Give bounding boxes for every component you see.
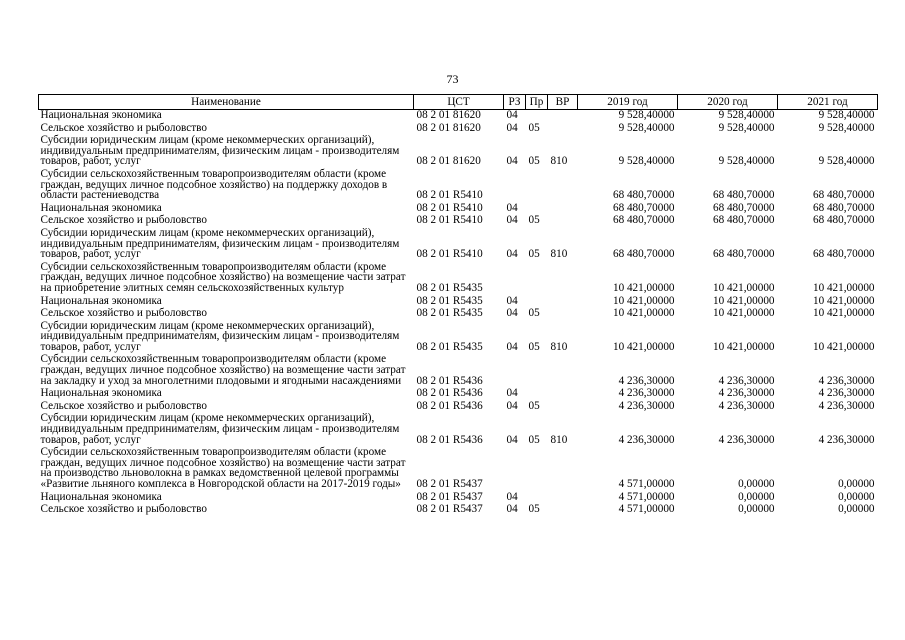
row-vr: [548, 123, 578, 136]
row-pr: [526, 354, 548, 388]
row-vr: [548, 296, 578, 309]
row-pr: 05: [528, 248, 540, 261]
row-cst: 08 2 01 R5436: [416, 399, 483, 412]
row-value-2020: 68 480,70000: [712, 248, 775, 261]
row-value-2019: 68 480,70000: [612, 201, 675, 214]
row-value-2020: 0,00000: [738, 478, 775, 490]
row-value-2021: 68 480,70000: [812, 201, 875, 214]
row-vr: [548, 504, 578, 517]
row-cst: 08 2 01 R5435: [416, 340, 483, 353]
row-value-2020: 0,00000: [738, 490, 775, 503]
budget-table: [38, 94, 878, 517]
row-rz: 04: [506, 307, 518, 320]
row-cst: 08 2 01 R5410: [416, 248, 483, 261]
row-value-2020: 10 421,00000: [712, 294, 775, 307]
row-value-2021: 9 528,40000: [818, 121, 875, 134]
row-name: Субсидии сельскохозяйственным товаропроизводителям области (кроме граждан, ведущих личное подсобное хозяйство) на возмещение части затрат на приобретение элитных семян сельскохозяйственных культур: [40, 260, 406, 294]
row-value-2021: 68 480,70000: [812, 214, 875, 227]
row-name: Национальная экономика: [40, 109, 162, 121]
row-rz: 04: [506, 503, 518, 516]
row-cst: 08 2 01 81620: [416, 155, 481, 168]
row-pr: 05: [528, 214, 540, 227]
row-name: Субсидии сельскохозяйственным товаропроизводителям области (кроме граждан, ведущих личное подсобное хозяйство) на поддержку доходов в области растениеводства: [40, 167, 388, 202]
row-rz: 04: [506, 248, 518, 261]
row-vr: 810: [550, 248, 568, 261]
row-cst: 08 2 01 R5436: [416, 433, 483, 446]
row-value-2019: 9 528,40000: [618, 155, 675, 168]
row-value-2020: 10 421,00000: [712, 281, 775, 294]
row-cst: 08 2 01 81620: [416, 109, 481, 121]
row-rz: [504, 169, 526, 203]
row-cst: 08 2 01 R5437: [416, 478, 483, 490]
header-2019: 2019 год: [578, 95, 678, 110]
row-pr: [526, 110, 548, 123]
row-cst: 08 2 01 R5435: [416, 281, 483, 294]
row-vr: [548, 447, 578, 491]
table-row: [39, 262, 878, 296]
header-cst: ЦСТ: [414, 95, 504, 110]
row-cst: 08 2 01 R5437: [416, 490, 483, 503]
row-pr: [526, 388, 548, 401]
row-pr: 05: [528, 340, 540, 353]
row-vr: 810: [550, 340, 568, 353]
row-pr: [526, 447, 548, 491]
row-rz: [504, 262, 526, 296]
table-row: [39, 135, 878, 169]
row-name: Субсидии юридическим лицам (кроме некоммерческих организаций), индивидуальным предпринимателям, физическим лицам - производителям товаров, работ, услуг: [40, 412, 400, 446]
row-value-2019: 10 421,00000: [612, 307, 675, 320]
table-header-row: [39, 95, 878, 110]
row-cst: 08 2 01 R5436: [416, 374, 483, 387]
row-pr: 05: [528, 503, 540, 516]
row-value-2020: 9 528,40000: [718, 121, 775, 134]
row-cst: 08 2 01 R5437: [416, 503, 483, 516]
row-value-2020: 9 528,40000: [718, 109, 775, 121]
row-vr: [548, 401, 578, 414]
row-value-2021: 9 528,40000: [818, 109, 875, 121]
row-name: Сельское хозяйство и рыболовство: [40, 503, 207, 516]
table-row: [39, 504, 878, 517]
row-rz: 04: [506, 109, 518, 121]
row-value-2019: 4 571,00000: [618, 478, 675, 490]
row-value-2021: 0,00000: [838, 503, 875, 516]
row-value-2019: 4 571,00000: [618, 503, 675, 516]
row-value-2021: 68 480,70000: [812, 189, 875, 202]
row-name: Субсидии сельскохозяйственным товаропроизводителям области (кроме граждан, ведущих личное подсобное хозяйство) на возмещение части затрат на закладку и уход за многолетними плодовыми и ягодными насаждениями: [40, 353, 406, 387]
table-row: [39, 110, 878, 123]
table-row: [39, 321, 878, 355]
row-pr: 05: [528, 433, 540, 446]
row-name: Субсидии сельскохозяйственным товаропроизводителям области (кроме граждан, ведущих личное подсобное хозяйство) на возмещение части затрат на производство льноволокна в рамках ведомственной целевой программы «Развитие льняного комплекса в Новгородской области на 2017-2019 годы»: [40, 446, 406, 490]
row-value-2021: 10 421,00000: [812, 281, 875, 294]
row-value-2021: 0,00000: [838, 490, 875, 503]
row-vr: [548, 262, 578, 296]
row-cst: 08 2 01 R5435: [416, 294, 483, 307]
row-pr: 05: [528, 399, 540, 412]
row-value-2019: 4 236,30000: [618, 374, 675, 387]
row-name: Национальная экономика: [40, 387, 162, 400]
row-vr: [548, 492, 578, 505]
row-cst: 08 2 01 R5410: [416, 214, 483, 227]
row-vr: [548, 110, 578, 123]
row-rz: 04: [506, 340, 518, 353]
row-rz: [504, 354, 526, 388]
row-value-2019: 10 421,00000: [612, 340, 675, 353]
row-name: Сельское хозяйство и рыболовство: [40, 121, 207, 134]
row-value-2020: 4 236,30000: [718, 374, 775, 387]
header-vr: ВР: [548, 95, 578, 110]
row-value-2019: 10 421,00000: [612, 281, 675, 294]
row-value-2019: 9 528,40000: [618, 121, 675, 134]
row-value-2019: 68 480,70000: [612, 214, 675, 227]
row-value-2021: 9 528,40000: [818, 155, 875, 168]
row-rz: 04: [506, 201, 518, 214]
row-value-2020: 68 480,70000: [712, 214, 775, 227]
page-number: 73: [446, 72, 459, 86]
row-rz: 04: [506, 214, 518, 227]
row-rz: 04: [506, 387, 518, 400]
row-value-2020: 4 236,30000: [718, 433, 775, 446]
row-rz: 04: [506, 121, 518, 134]
row-name: Субсидии юридическим лицам (кроме некоммерческих организаций), индивидуальным предпринимателям, физическим лицам - производителям товаров, работ, услуг: [40, 134, 400, 168]
row-vr: [548, 169, 578, 203]
table-row: [39, 413, 878, 447]
row-cst: 08 2 01 R5410: [416, 189, 483, 202]
row-name: Сельское хозяйство и рыболовство: [40, 214, 207, 227]
row-vr: [548, 203, 578, 216]
row-name: Национальная экономика: [40, 294, 162, 307]
row-rz: 04: [506, 294, 518, 307]
row-value-2019: 9 528,40000: [618, 109, 675, 121]
row-value-2021: 0,00000: [838, 478, 875, 490]
row-name: Национальная экономика: [40, 490, 162, 503]
row-name: Национальная экономика: [40, 201, 162, 214]
header-name: Наименование: [39, 95, 414, 110]
row-value-2019: 68 480,70000: [612, 189, 675, 202]
row-value-2020: 10 421,00000: [712, 307, 775, 320]
row-value-2020: 4 236,30000: [718, 399, 775, 412]
row-value-2020: 10 421,00000: [712, 340, 775, 353]
row-name: Субсидии юридическим лицам (кроме некоммерческих организаций), индивидуальным предпринимателям, физическим лицам - производителям товаров, работ, услуг: [40, 226, 400, 261]
row-rz: 04: [506, 399, 518, 412]
row-cst: 08 2 01 R5435: [416, 307, 483, 320]
row-name: Сельское хозяйство и рыболовство: [40, 399, 207, 412]
row-value-2020: 4 236,30000: [718, 387, 775, 400]
row-value-2019: 4 236,30000: [618, 399, 675, 412]
row-name: Субсидии юридическим лицам (кроме некоммерческих организаций), индивидуальным предпринимателям, физическим лицам - производителям товаров, работ, услуг: [40, 319, 400, 353]
row-value-2021: 10 421,00000: [812, 307, 875, 320]
row-value-2021: 4 236,30000: [818, 387, 875, 400]
table-row: [39, 354, 878, 388]
row-value-2020: 68 480,70000: [712, 189, 775, 202]
row-value-2019: 4 236,30000: [618, 387, 675, 400]
row-cst: 08 2 01 R5410: [416, 201, 483, 214]
row-value-2019: 68 480,70000: [612, 248, 675, 261]
table-row: [39, 388, 878, 401]
header-2021: 2021 год: [778, 95, 878, 110]
row-pr: [526, 262, 548, 296]
row-value-2019: 4 236,30000: [618, 433, 675, 446]
row-pr: 05: [528, 121, 540, 134]
table-row: [39, 447, 878, 491]
row-vr: 810: [550, 155, 568, 168]
header-pr: Пр: [526, 95, 548, 110]
row-value-2021: 68 480,70000: [812, 248, 875, 261]
row-value-2021: 4 236,30000: [818, 433, 875, 446]
row-value-2021: 4 236,30000: [818, 399, 875, 412]
row-vr: [548, 215, 578, 228]
row-value-2020: 9 528,40000: [718, 155, 775, 168]
table-row: [39, 169, 878, 203]
row-pr: [526, 169, 548, 203]
row-cst: 08 2 01 R5436: [416, 387, 483, 400]
row-vr: 810: [550, 433, 568, 446]
row-cst: 08 2 01 81620: [416, 121, 481, 134]
row-rz: 04: [506, 433, 518, 446]
row-pr: 05: [528, 155, 540, 168]
row-value-2019: 4 571,00000: [618, 490, 675, 503]
row-vr: [548, 308, 578, 321]
row-value-2021: 4 236,30000: [818, 374, 875, 387]
row-pr: 05: [528, 307, 540, 320]
row-rz: 04: [506, 155, 518, 168]
header-2020: 2020 год: [678, 95, 778, 110]
row-rz: [504, 447, 526, 491]
row-value-2020: 0,00000: [738, 503, 775, 516]
row-value-2019: 10 421,00000: [612, 294, 675, 307]
table-row: [39, 228, 878, 262]
row-value-2021: 10 421,00000: [812, 340, 875, 353]
row-rz: 04: [506, 490, 518, 503]
header-rz: РЗ: [504, 95, 526, 110]
table-row: [39, 308, 878, 321]
row-value-2021: 10 421,00000: [812, 294, 875, 307]
row-value-2020: 68 480,70000: [712, 201, 775, 214]
row-vr: [548, 354, 578, 388]
row-vr: [548, 388, 578, 401]
row-name: Сельское хозяйство и рыболовство: [40, 307, 207, 320]
